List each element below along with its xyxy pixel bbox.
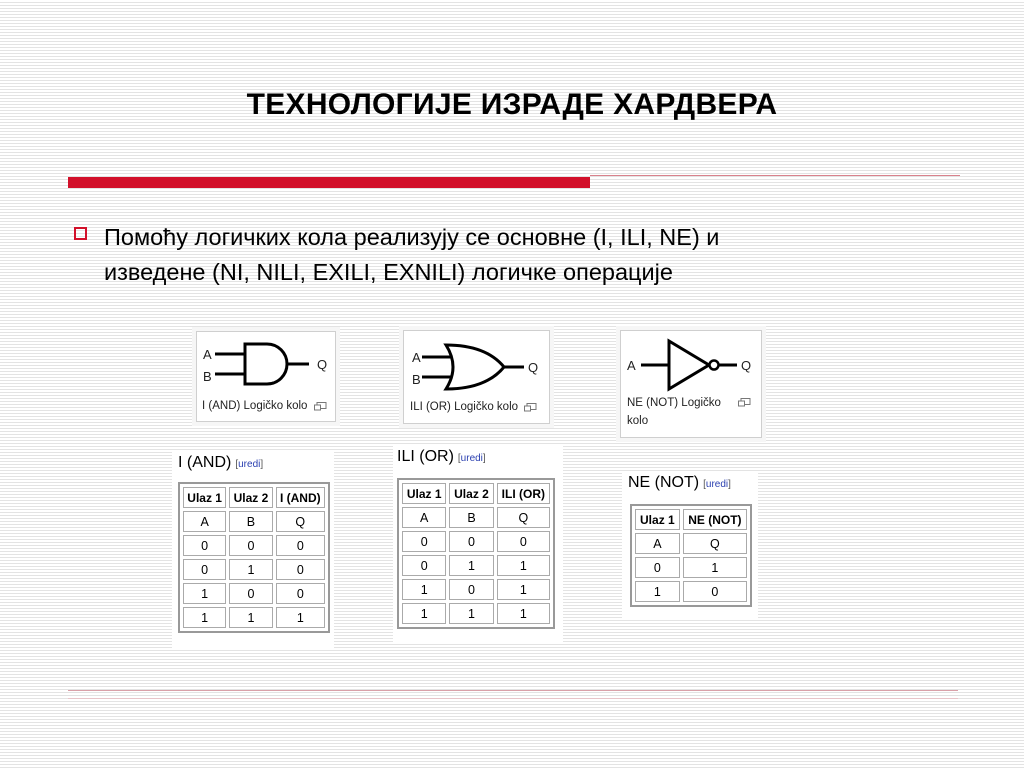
table-cell: 0 xyxy=(497,531,550,552)
or-truth-table xyxy=(397,478,555,629)
or-gate-figure xyxy=(403,330,550,424)
table-cell: A xyxy=(635,533,680,554)
table-row xyxy=(635,581,747,602)
table-cell: A xyxy=(183,511,226,532)
title-accent-bar xyxy=(68,177,590,188)
table-cell: 1 xyxy=(183,607,226,628)
not-table-title: NE (NOT) xyxy=(628,474,700,491)
footer-rule-secondary xyxy=(68,698,958,699)
title-rule xyxy=(590,175,960,176)
table-cell: 1 xyxy=(683,557,747,578)
table-cell: 1 xyxy=(635,581,680,602)
table-row xyxy=(402,531,550,552)
table-cell: 0 xyxy=(402,531,446,552)
table-cell: 1 xyxy=(183,583,226,604)
and-truth-table xyxy=(178,482,330,633)
not-truth-table xyxy=(630,504,752,607)
table-cell: 0 xyxy=(449,579,493,600)
table-row xyxy=(183,607,325,628)
and-table-heading xyxy=(178,454,263,472)
bullet-line-1: Помоћу логичких кола реализују се основне (I, ILI, NE) и xyxy=(104,224,720,250)
table-header-cell: ILI (OR) xyxy=(497,483,550,504)
table-cell: Q xyxy=(497,507,550,528)
table-cell: B xyxy=(229,511,272,532)
table-cell: A xyxy=(402,507,446,528)
table-cell: 1 xyxy=(497,603,550,624)
table-cell: 0 xyxy=(276,583,325,604)
table-cell: 0 xyxy=(183,559,226,580)
table-header-cell: Ulaz 1 xyxy=(402,483,446,504)
or-gate-output: Q xyxy=(528,360,539,375)
table-header-cell: Ulaz 1 xyxy=(635,509,680,530)
and-truth-table-panel xyxy=(172,452,334,650)
bullet-paragraph xyxy=(74,220,974,290)
table-row xyxy=(635,557,747,578)
table-header-cell: Ulaz 1 xyxy=(183,487,226,508)
table-cell: Q xyxy=(683,533,747,554)
table-cell: 0 xyxy=(229,583,272,604)
table-cell: 0 xyxy=(183,535,226,556)
table-cell: 1 xyxy=(229,607,272,628)
table-header-cell: Ulaz 2 xyxy=(449,483,493,504)
table-cell: 1 xyxy=(449,603,493,624)
table-cell: 1 xyxy=(402,579,446,600)
or-gate-input-b: B xyxy=(412,372,421,387)
footer-rule xyxy=(68,690,958,691)
not-gate-caption-line-2: kolo xyxy=(627,415,649,427)
edit-link[interactable]: [ uredi ] xyxy=(458,453,486,464)
table-row xyxy=(635,533,747,554)
table-cell: Q xyxy=(276,511,325,532)
not-gate-input-a: A xyxy=(627,358,636,373)
table-header-cell: Ulaz 2 xyxy=(229,487,272,508)
slide-title: ТЕХНОЛОГИЈЕ ИЗРАДЕ ХАРДВЕРА xyxy=(246,88,778,121)
and-gate-output: Q xyxy=(317,357,328,372)
or-table-heading xyxy=(397,448,486,466)
table-cell: 0 xyxy=(229,535,272,556)
table-cell: 1 xyxy=(402,603,446,624)
enlarge-icon[interactable] xyxy=(314,402,327,411)
and-gate-input-b: B xyxy=(203,369,212,384)
or-gate-caption: ILI (OR) Logičko kolo xyxy=(410,401,519,413)
and-gate-figure xyxy=(196,331,336,422)
not-gate-output: Q xyxy=(741,358,752,373)
table-header-row xyxy=(183,487,325,508)
table-row xyxy=(183,511,325,532)
bullet-text xyxy=(104,220,974,290)
table-header-cell: I (AND) xyxy=(276,487,325,508)
table-row xyxy=(183,559,325,580)
table-row xyxy=(183,583,325,604)
or-truth-table-panel xyxy=(393,446,563,644)
table-cell: 0 xyxy=(449,531,493,552)
table-header-cell: NE (NOT) xyxy=(683,509,747,530)
or-gate-input-a: A xyxy=(412,350,421,365)
table-row xyxy=(402,555,550,576)
table-cell: 0 xyxy=(276,559,325,580)
enlarge-icon[interactable] xyxy=(738,398,751,407)
table-cell: 1 xyxy=(449,555,493,576)
not-gate-caption-line-1: NE (NOT) Logičko xyxy=(627,397,721,409)
table-cell: 1 xyxy=(229,559,272,580)
or-table-title: ILI (OR) xyxy=(397,448,454,465)
table-cell: 1 xyxy=(276,607,325,628)
table-cell: 0 xyxy=(402,555,446,576)
and-gate-caption: I (AND) Logičko kolo xyxy=(202,400,308,412)
table-cell: 0 xyxy=(635,557,680,578)
edit-link[interactable]: [ uredi ] xyxy=(703,479,731,490)
table-row xyxy=(402,579,550,600)
and-gate-input-a: A xyxy=(203,347,212,362)
edit-link[interactable]: [ uredi ] xyxy=(235,459,263,470)
table-row xyxy=(402,603,550,624)
not-truth-table-panel xyxy=(622,472,758,618)
and-table-title: I (AND) xyxy=(178,454,232,471)
square-bullet-icon xyxy=(74,227,87,240)
table-cell: 1 xyxy=(497,579,550,600)
table-cell: 0 xyxy=(683,581,747,602)
table-cell: B xyxy=(449,507,493,528)
table-row xyxy=(183,535,325,556)
bullet-line-2: изведене (NI, NILI, EXILI, EXNILI) логичке операције xyxy=(104,259,673,285)
enlarge-icon[interactable] xyxy=(524,403,537,412)
table-cell: 0 xyxy=(276,535,325,556)
table-header-row xyxy=(635,509,747,530)
table-header-row xyxy=(402,483,550,504)
table-cell: 1 xyxy=(497,555,550,576)
table-row xyxy=(402,507,550,528)
not-table-heading xyxy=(628,474,731,492)
not-gate-figure xyxy=(620,330,762,438)
